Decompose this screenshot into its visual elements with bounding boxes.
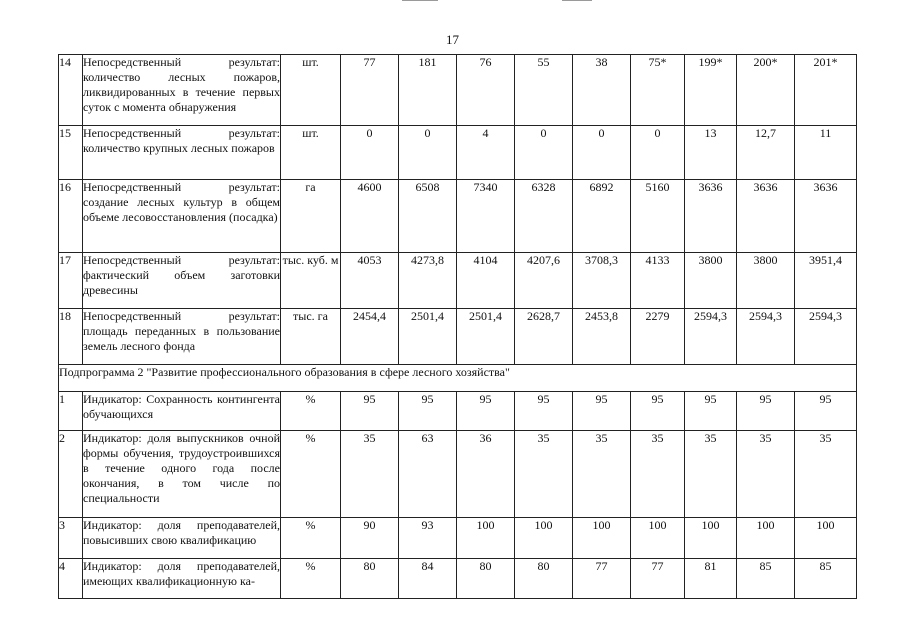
value-cell: 77 — [631, 559, 685, 599]
row-unit: % — [281, 559, 341, 599]
value-cell: 35 — [737, 431, 795, 518]
value-cell: 3636 — [685, 180, 737, 253]
table-row — [59, 392, 857, 431]
table-row — [59, 518, 857, 559]
row-description: Индикатор: доля выпускников очной формы обучения, трудоустроившихся в течение одного года после окончания, в том числе по специальности — [83, 431, 281, 518]
value-cell: 2594,3 — [795, 309, 857, 365]
value-cell: 35 — [795, 431, 857, 518]
value-cell: 95 — [685, 392, 737, 431]
value-cell: 199* — [685, 55, 737, 126]
value-cell: 3951,4 — [795, 253, 857, 309]
value-cell: 6508 — [399, 180, 457, 253]
row-description: Индикатор: доля преподавателей, имеющих квалификационную ка- — [83, 559, 281, 599]
value-cell: 55 — [515, 55, 573, 126]
value-cell: 4600 — [341, 180, 399, 253]
table-row — [59, 559, 857, 599]
value-cell: 4207,6 — [515, 253, 573, 309]
value-cell: 85 — [737, 559, 795, 599]
value-cell: 76 — [457, 55, 515, 126]
row-description: Индикатор: доля преподавателей, повысивших свою квалификацию — [83, 518, 281, 559]
value-cell: 36 — [457, 431, 515, 518]
value-cell: 6892 — [573, 180, 631, 253]
row-number: 15 — [59, 126, 83, 180]
table-row — [59, 253, 857, 309]
value-cell: 80 — [457, 559, 515, 599]
value-cell: 200* — [737, 55, 795, 126]
value-cell: 35 — [631, 431, 685, 518]
scan-line-top-right — [562, 0, 592, 1]
value-cell: 100 — [631, 518, 685, 559]
value-cell: 95 — [341, 392, 399, 431]
value-cell: 95 — [515, 392, 573, 431]
value-cell: 2594,3 — [737, 309, 795, 365]
value-cell: 81 — [685, 559, 737, 599]
row-number: 16 — [59, 180, 83, 253]
row-description: Непосредственный результат: создание лесных культур в общем объеме лесовосстановления (посадка) — [83, 180, 281, 253]
value-cell: 100 — [457, 518, 515, 559]
row-unit: шт. — [281, 55, 341, 126]
value-cell: 63 — [399, 431, 457, 518]
row-description: Индикатор: Сохранность контингента обучающихся — [83, 392, 281, 431]
value-cell: 35 — [515, 431, 573, 518]
indicators-table — [58, 54, 857, 599]
value-cell: 0 — [399, 126, 457, 180]
row-description: Непосредственный результат: количество крупных лесных пожаров — [83, 126, 281, 180]
value-cell: 38 — [573, 55, 631, 126]
section-row — [59, 365, 857, 392]
value-cell: 4273,8 — [399, 253, 457, 309]
section-title: Подпрограмма 2 "Развитие профессионального образования в сфере лесного хозяйства" — [59, 365, 857, 392]
scan-line-top-left — [402, 0, 438, 1]
table-row — [59, 180, 857, 253]
table-row — [59, 126, 857, 180]
value-cell: 80 — [341, 559, 399, 599]
value-cell: 0 — [341, 126, 399, 180]
value-cell: 3800 — [685, 253, 737, 309]
table-row — [59, 55, 857, 126]
value-cell: 2454,4 — [341, 309, 399, 365]
row-description: Непосредственный результат: количество лесных пожаров, ликвидированных в течение первых суток с момента обнаружения — [83, 55, 281, 126]
value-cell: 95 — [795, 392, 857, 431]
value-cell: 100 — [515, 518, 573, 559]
value-cell: 3800 — [737, 253, 795, 309]
row-number: 2 — [59, 431, 83, 518]
value-cell: 95 — [399, 392, 457, 431]
value-cell: 80 — [515, 559, 573, 599]
value-cell: 2501,4 — [399, 309, 457, 365]
row-unit: % — [281, 392, 341, 431]
value-cell: 11 — [795, 126, 857, 180]
value-cell: 90 — [341, 518, 399, 559]
value-cell: 3636 — [795, 180, 857, 253]
row-number: 17 — [59, 253, 83, 309]
value-cell: 95 — [737, 392, 795, 431]
value-cell: 3636 — [737, 180, 795, 253]
value-cell: 2628,7 — [515, 309, 573, 365]
value-cell: 35 — [685, 431, 737, 518]
value-cell: 4 — [457, 126, 515, 180]
row-unit: шт. — [281, 126, 341, 180]
value-cell: 100 — [795, 518, 857, 559]
row-number: 4 — [59, 559, 83, 599]
row-number: 1 — [59, 392, 83, 431]
row-number: 14 — [59, 55, 83, 126]
value-cell: 5160 — [631, 180, 685, 253]
row-description: Непосредственный результат: фактический объем заготовки древесины — [83, 253, 281, 309]
value-cell: 2453,8 — [573, 309, 631, 365]
page-number: 17 — [446, 32, 459, 47]
value-cell: 2279 — [631, 309, 685, 365]
value-cell: 4053 — [341, 253, 399, 309]
row-number: 3 — [59, 518, 83, 559]
value-cell: 95 — [573, 392, 631, 431]
table-row — [59, 431, 857, 518]
row-unit: % — [281, 518, 341, 559]
value-cell: 84 — [399, 559, 457, 599]
value-cell: 95 — [631, 392, 685, 431]
value-cell: 181 — [399, 55, 457, 126]
value-cell: 85 — [795, 559, 857, 599]
value-cell: 0 — [631, 126, 685, 180]
value-cell: 7340 — [457, 180, 515, 253]
value-cell: 13 — [685, 126, 737, 180]
value-cell: 2501,4 — [457, 309, 515, 365]
value-cell: 0 — [515, 126, 573, 180]
value-cell: 75* — [631, 55, 685, 126]
table-row — [59, 309, 857, 365]
value-cell: 4133 — [631, 253, 685, 309]
value-cell: 77 — [573, 559, 631, 599]
value-cell: 35 — [573, 431, 631, 518]
row-description: Непосредственный результат: площадь переданных в пользование земель лесного фонда — [83, 309, 281, 365]
value-cell: 35 — [341, 431, 399, 518]
row-unit: га — [281, 180, 341, 253]
value-cell: 93 — [399, 518, 457, 559]
value-cell: 77 — [341, 55, 399, 126]
value-cell: 201* — [795, 55, 857, 126]
value-cell: 0 — [573, 126, 631, 180]
row-unit: тыс. га — [281, 309, 341, 365]
value-cell: 6328 — [515, 180, 573, 253]
value-cell: 100 — [685, 518, 737, 559]
value-cell: 100 — [737, 518, 795, 559]
value-cell: 95 — [457, 392, 515, 431]
value-cell: 100 — [573, 518, 631, 559]
value-cell: 2594,3 — [685, 309, 737, 365]
value-cell: 4104 — [457, 253, 515, 309]
value-cell: 12,7 — [737, 126, 795, 180]
row-unit: тыс. куб. м — [281, 253, 341, 309]
row-number: 18 — [59, 309, 83, 365]
value-cell: 3708,3 — [573, 253, 631, 309]
row-unit: % — [281, 431, 341, 518]
